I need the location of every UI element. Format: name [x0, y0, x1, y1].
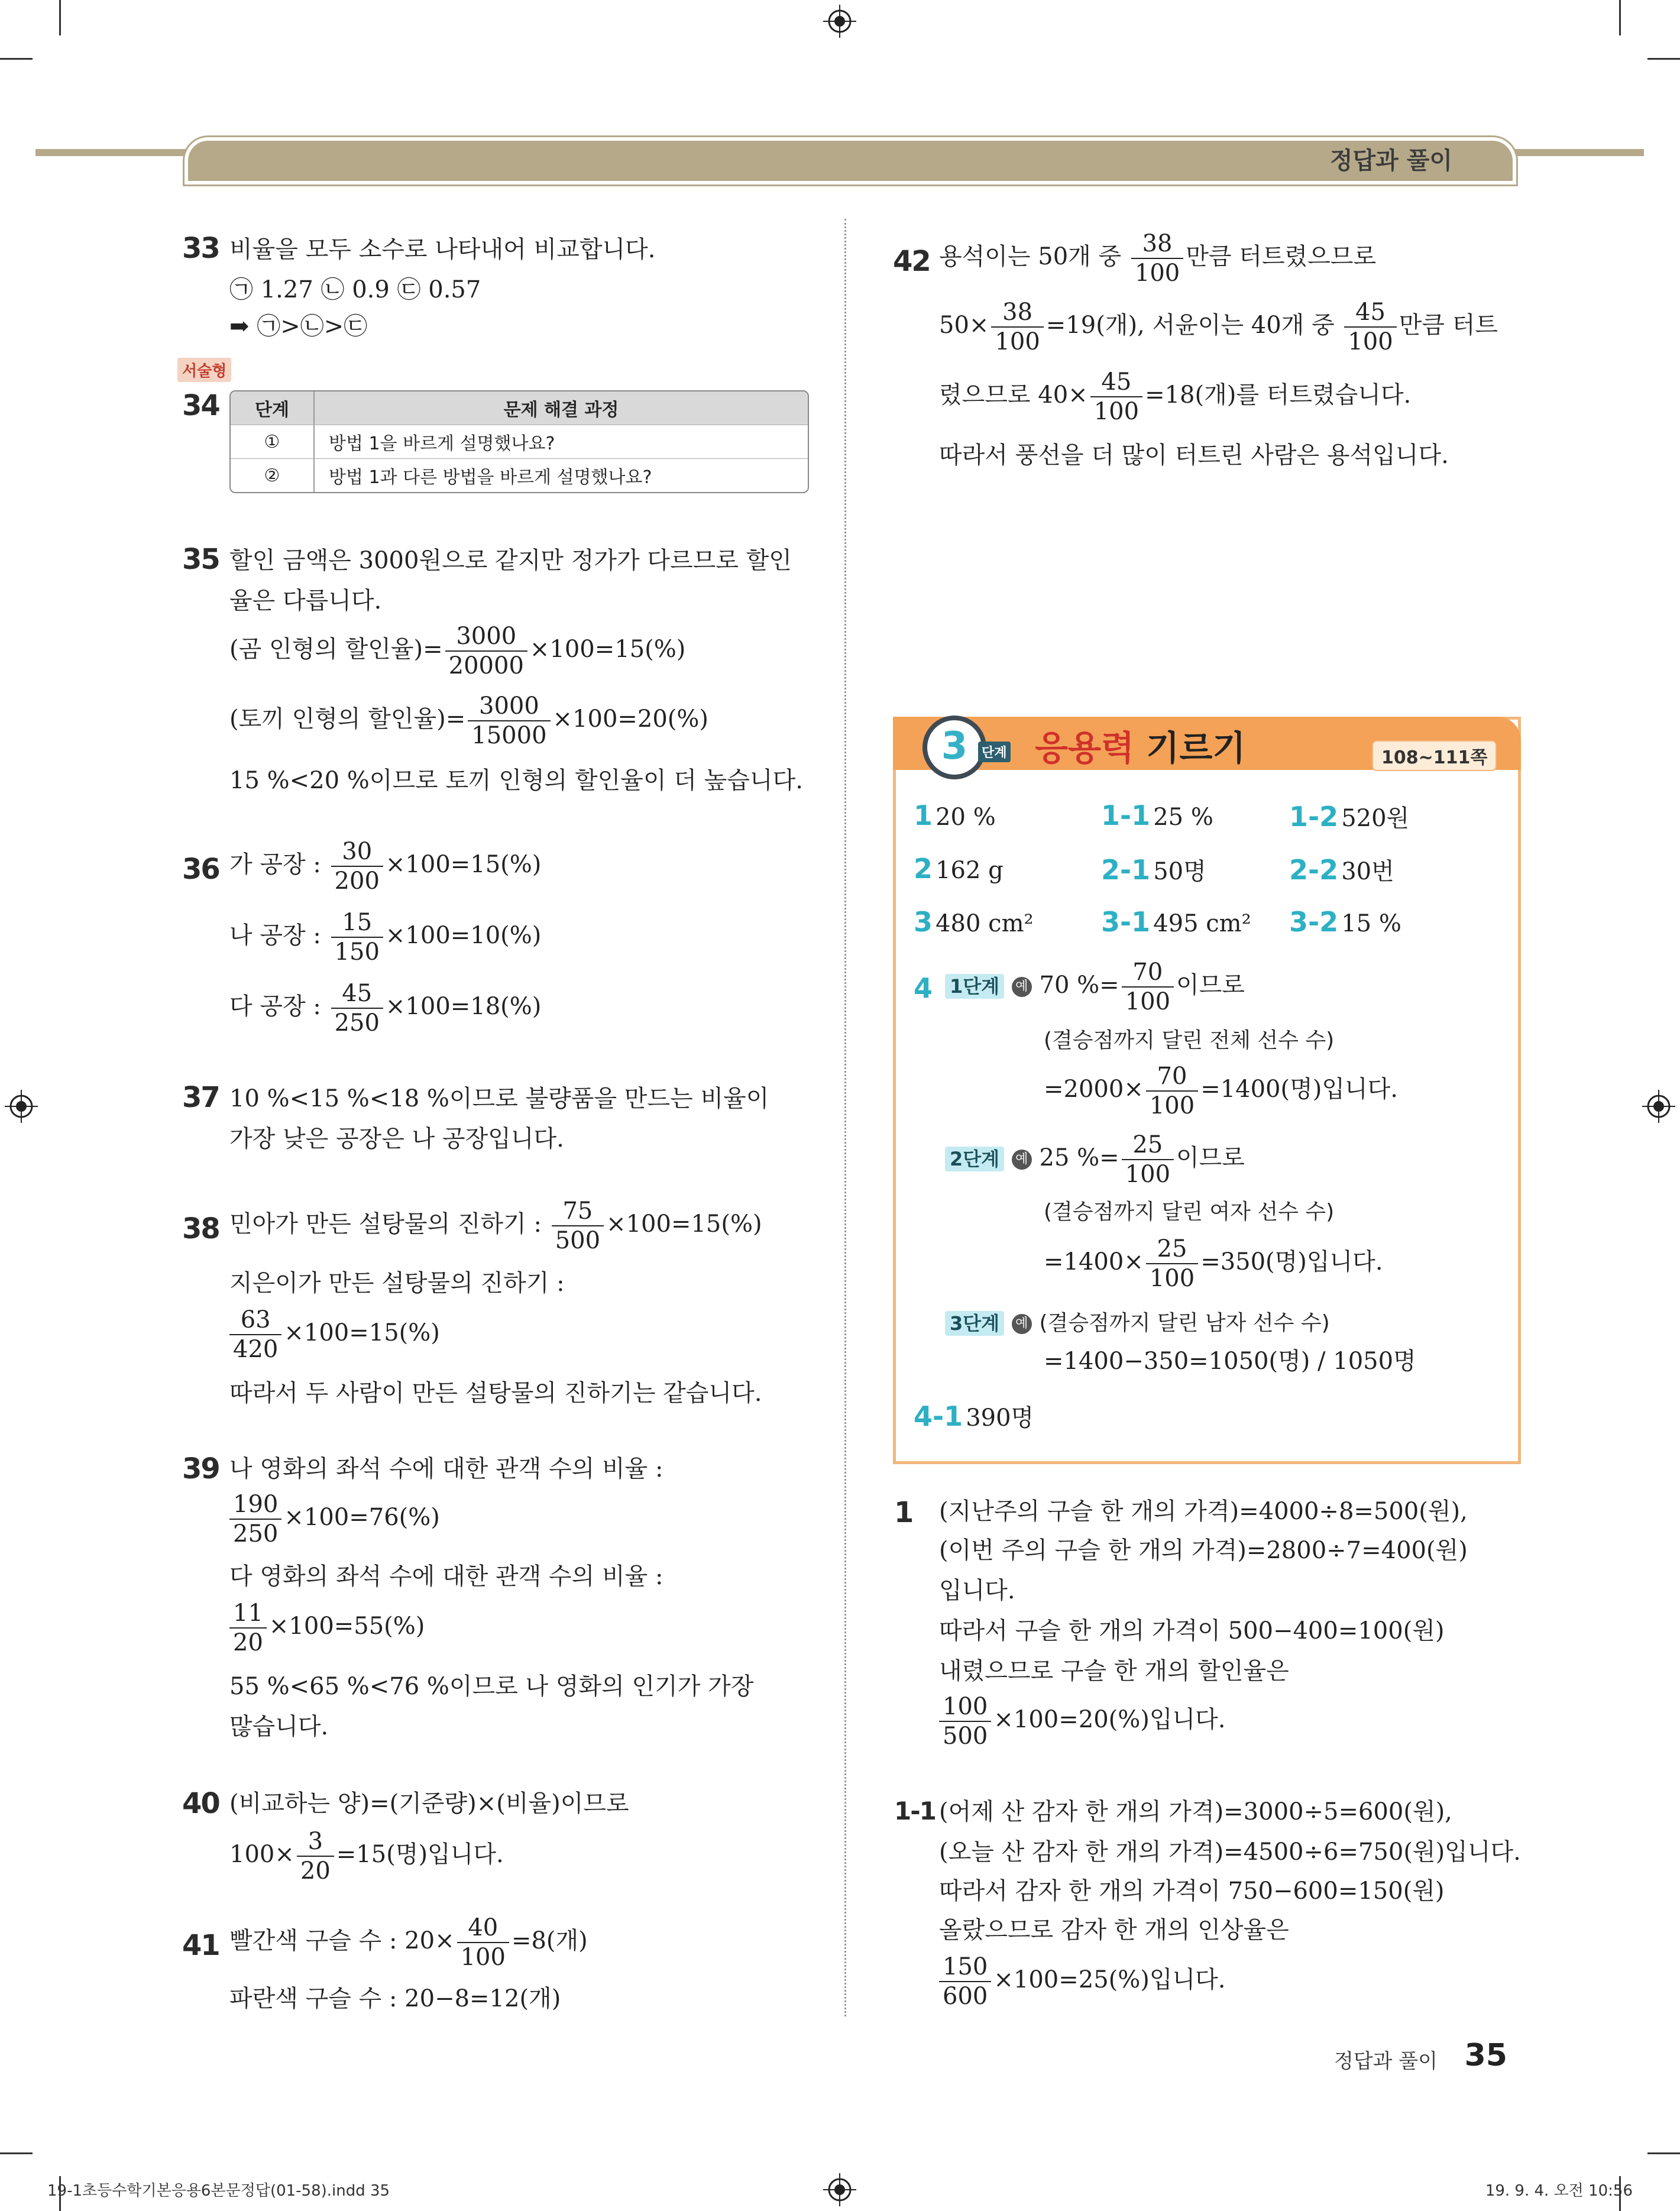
header-tab	[184, 137, 1516, 184]
q35-line: 율은 다릅니다.	[229, 587, 382, 614]
formula-text: 나 공장 :	[229, 922, 329, 949]
print-timestamp: 19. 9. 4. 오전 10:56	[1485, 2182, 1633, 2200]
table-header-cell: 단계	[231, 391, 315, 425]
answer-value: 25 %	[1153, 804, 1213, 831]
step-line	[945, 1310, 1330, 1334]
step-tag: 2단계	[945, 1147, 1004, 1171]
denominator: 600	[943, 1983, 988, 2010]
answer-item	[1101, 906, 1251, 938]
q33-line: 비율을 모두 소수로 나타내어 비교합니다.	[229, 236, 656, 263]
denominator: 100	[460, 1944, 506, 1971]
formula-text: =2000×	[1044, 1076, 1144, 1103]
denominator: 20	[233, 1629, 263, 1656]
answer-value: 15 %	[1341, 910, 1401, 937]
numerator: 45	[1344, 300, 1396, 328]
example-mark-icon: 예	[1012, 1314, 1032, 1334]
fraction	[331, 982, 383, 1035]
q39-formula	[227, 1493, 440, 1546]
denominator: 420	[233, 1336, 279, 1363]
question-number: 37	[182, 1081, 219, 1114]
q33-line: ➡ ㉠>㉡>㉢	[229, 313, 368, 340]
numerator: 3000	[445, 624, 527, 652]
crop-mark	[1619, 0, 1621, 35]
formula-text: 50×	[939, 312, 989, 339]
e11-formula	[937, 1955, 1226, 2008]
header-title: 정답과 풀이	[1329, 147, 1452, 174]
answer-number: 3-1	[1101, 906, 1151, 938]
question-number: 36	[182, 853, 219, 886]
formula-text: ×100=15(%)	[606, 1210, 762, 1238]
table-cell: 방법 1과 다른 방법을 바르게 설명했나요?	[329, 467, 652, 488]
fraction	[445, 624, 527, 678]
formula-text: 용석이는 50개 중	[939, 243, 1129, 270]
answer-number: 4	[914, 972, 933, 1004]
answer-item	[914, 799, 996, 831]
q33-line: ㉠ 1.27 ㉡ 0.9 ㉢ 0.57	[229, 276, 481, 303]
denominator: 100	[995, 328, 1040, 355]
answer-value: 20 %	[936, 804, 996, 831]
formula-text: 25 %=	[1039, 1144, 1119, 1171]
stage-number: 3	[922, 716, 986, 779]
question-number: 35	[182, 543, 219, 576]
question-number: 1-1	[894, 1796, 936, 1825]
fraction	[939, 1955, 991, 2008]
formula-text: 민아가 만든 설탕물의 진하기 :	[229, 1210, 549, 1238]
step-line: =1400−350=1050(명) / 1050명	[1044, 1348, 1416, 1375]
formula-text: =8(개)	[511, 1927, 588, 1954]
fraction	[1146, 1064, 1198, 1118]
fraction	[1122, 960, 1174, 1014]
answer-value: 520원	[1341, 805, 1410, 832]
numerator: 100	[939, 1695, 991, 1722]
q38-line: 지은이가 만든 설탕물의 진하기 :	[229, 1270, 565, 1297]
fraction	[991, 300, 1043, 354]
e11-line: (어제 산 감자 한 개의 가격)=3000÷5=600(원),	[939, 1798, 1452, 1825]
denominator: 20000	[448, 652, 524, 679]
q36-formula	[229, 911, 541, 964]
fraction	[229, 1493, 281, 1546]
answer-item	[914, 906, 1034, 938]
answer-item	[1101, 853, 1206, 886]
q35-line: 할인 금액은 3000원으로 같지만 정가가 다르므로 할인	[229, 547, 792, 574]
denominator: 100	[1093, 398, 1140, 425]
registration-mark-icon	[823, 2173, 856, 2206]
question-number: 34	[182, 389, 219, 422]
formula-text: (곰 인형의 할인율)=	[229, 636, 443, 663]
formula-text: ×100=10(%)	[385, 922, 542, 949]
numerator: 190	[229, 1493, 281, 1520]
q39-line: 다 영화의 좌석 수에 대한 관객 수의 비율 :	[229, 1563, 663, 1590]
formula-text: ×100=25(%)입니다.	[993, 1966, 1226, 1993]
e1-line: 입니다.	[939, 1577, 1015, 1604]
fraction	[229, 1308, 281, 1361]
fraction	[468, 694, 550, 747]
fraction	[457, 1916, 509, 1969]
step-tag: 3단계	[945, 1311, 1004, 1336]
formula-text: =19(개), 서윤이는 40개 중	[1045, 312, 1342, 339]
answer-item	[914, 853, 1004, 885]
denominator: 100	[1125, 988, 1171, 1015]
answer-item	[1289, 853, 1394, 886]
numerator: 25	[1146, 1237, 1198, 1264]
e1-line: (지난주의 구슬 한 개의 가격)=4000÷8=500(원),	[939, 1498, 1468, 1525]
answer-item	[914, 1399, 1034, 1433]
denominator: 100	[1149, 1092, 1195, 1119]
question-number: 38	[182, 1212, 219, 1245]
formula-text: 다 공장 :	[229, 993, 329, 1020]
numerator: 45	[331, 982, 383, 1009]
table-cell: ②	[231, 459, 315, 492]
formula-text: ×100=18(%)	[385, 993, 542, 1020]
denominator: 200	[334, 867, 380, 895]
fraction	[939, 1695, 991, 1748]
denominator: 100	[1134, 260, 1180, 287]
registration-mark-icon	[823, 5, 856, 38]
fraction	[1146, 1237, 1198, 1290]
formula-text: 가 공장 :	[229, 851, 329, 878]
e1-formula	[937, 1695, 1226, 1748]
q42-formula	[939, 370, 1411, 423]
step-tag: 1단계	[945, 974, 1004, 999]
fraction	[331, 911, 383, 964]
q35-formula	[229, 694, 708, 747]
numerator: 75	[552, 1199, 604, 1226]
table-cell: 방법 1을 바르게 설명했나요?	[329, 433, 555, 454]
answer-number: 4-1	[914, 1400, 963, 1432]
formula-text: =1400(명)입니다.	[1200, 1076, 1398, 1103]
step-line	[945, 1133, 1245, 1186]
step-line: (결승점까지 달린 여자 선수 수)	[1044, 1200, 1335, 1224]
answer-value: 495 cm²	[1153, 910, 1251, 937]
answer-value: 390명	[966, 1404, 1034, 1432]
q38-formula	[229, 1199, 762, 1252]
denominator: 250	[334, 1009, 380, 1037]
numerator: 40	[457, 1916, 509, 1943]
crop-mark	[1647, 58, 1680, 60]
q42-formula	[939, 232, 1376, 285]
fraction	[229, 1601, 267, 1655]
answer-value: 480 cm²	[936, 910, 1034, 937]
q39-line: 나 영화의 좌석 수에 대한 관객 수의 비율 :	[229, 1455, 663, 1482]
numerator: 70	[1122, 960, 1174, 988]
title-highlight: 응용력	[1035, 728, 1135, 768]
formula-text: ×100=20(%)입니다.	[993, 1706, 1226, 1733]
answer-number: 2-2	[1289, 854, 1339, 886]
table-header-row	[231, 391, 808, 425]
crop-mark	[0, 58, 33, 60]
numerator: 45	[1090, 370, 1142, 397]
scoring-table	[229, 390, 809, 493]
q37-line: 가장 낮은 공장은 나 공장입니다.	[229, 1125, 564, 1153]
crop-mark	[1647, 2152, 1680, 2154]
answer-value: 50명	[1153, 858, 1206, 885]
stage-tag: 단계	[978, 742, 1011, 762]
q39-line: 55 %<65 %<76 %이므로 나 영화의 인기가 가장	[229, 1673, 754, 1700]
fraction	[331, 840, 383, 893]
registration-mark-icon	[1642, 1090, 1675, 1123]
numerator: 38	[1131, 232, 1183, 259]
q38-formula	[227, 1308, 440, 1361]
q41-formula	[229, 1916, 588, 1969]
formula-text: 이므로	[1176, 1144, 1245, 1171]
denominator: 20	[300, 1857, 331, 1885]
formula-text: =350(명)입니다.	[1200, 1248, 1383, 1276]
numerator: 3000	[468, 694, 550, 721]
q40-formula	[229, 1830, 504, 1883]
formula-text: 만큼 터트렸으므로	[1186, 243, 1377, 270]
denominator: 100	[1125, 1161, 1171, 1188]
q39-line: 많습니다.	[229, 1713, 329, 1740]
formula-text: ×100=15(%)	[385, 851, 542, 878]
table-header-cell: 문제 해결 과정	[503, 400, 619, 420]
denominator: 500	[555, 1227, 601, 1254]
question-number: 1	[894, 1496, 913, 1529]
q39-formula	[227, 1601, 425, 1655]
formula-text: =1400×	[1044, 1248, 1144, 1276]
formula-text: 이므로	[1176, 972, 1245, 999]
fraction	[1090, 370, 1142, 423]
title-rest: 기르기	[1134, 728, 1246, 768]
registration-mark-icon	[5, 1090, 38, 1123]
page-range-badge: 108~111쪽	[1372, 740, 1497, 771]
answer-number: 1	[914, 799, 933, 831]
formula-text: ×100=20(%)	[552, 705, 709, 733]
question-number: 40	[182, 1787, 219, 1820]
formula-text: 렸으므로 40×	[939, 381, 1088, 409]
formula-text: =18(개)를 터트렸습니다.	[1145, 381, 1412, 409]
answer-number: 1-2	[1289, 801, 1339, 833]
print-slug: 19-1초등수학기본응용6본문정답(01-58).indd 35	[47, 2182, 390, 2200]
numerator: 11	[229, 1601, 267, 1629]
answer-item	[1289, 906, 1401, 938]
answer-number: 1-1	[1101, 799, 1151, 831]
answer-number: 2-1	[1101, 854, 1151, 886]
formula-text: =15(명)입니다.	[336, 1841, 504, 1868]
answer-number: 2	[914, 853, 933, 885]
numerator: 25	[1122, 1133, 1174, 1160]
q40-line: (비교하는 양)=(기준량)×(비율)이므로	[229, 1790, 629, 1817]
table-cell: ①	[231, 425, 315, 458]
q35-line: 15 %<20 %이므로 토끼 인형의 할인율이 더 높습니다.	[229, 767, 803, 794]
example-mark-icon: 예	[1012, 977, 1032, 997]
e1-line: (이번 주의 구슬 한 개의 가격)=2800÷7=400(원)	[939, 1537, 1468, 1564]
e11-line: (오늘 산 감자 한 개의 가격)=4500÷6=750(원)입니다.	[939, 1838, 1521, 1866]
crop-mark	[0, 2152, 33, 2154]
q42-line: 따라서 풍선을 더 많이 터트린 사람은 용석입니다.	[939, 442, 1449, 469]
numerator: 15	[331, 911, 383, 938]
question-number: 39	[182, 1452, 219, 1485]
e1-line: 따라서 구슬 한 개의 가격이 500−400=100(원)	[939, 1617, 1445, 1645]
answer-value: 30번	[1341, 858, 1394, 885]
q36-formula	[229, 982, 541, 1035]
formula-text: (토끼 인형의 할인율)=	[229, 705, 466, 733]
answer-item	[1101, 799, 1213, 831]
page-number: 35	[1464, 2038, 1507, 2073]
formula-text: 만큼 터트	[1399, 312, 1498, 339]
formula-text: 100×	[229, 1841, 294, 1868]
denominator: 15000	[471, 722, 547, 749]
formula-text: 70 %=	[1039, 972, 1119, 999]
q41-line: 파란색 구슬 수 : 20−8=12(개)	[229, 1985, 561, 2012]
fraction	[1122, 1133, 1174, 1186]
formula-text: 빨간색 구슬 수 : 20×	[229, 1927, 455, 1954]
step-line: (결승점까지 달린 전체 선수 수)	[1044, 1028, 1335, 1053]
question-number: 41	[182, 1929, 219, 1962]
denominator: 250	[233, 1520, 279, 1548]
e11-line: 올랐으므로 감자 한 개의 인상율은	[939, 1917, 1289, 1944]
denominator: 150	[334, 938, 380, 966]
denominator: 100	[1149, 1265, 1195, 1292]
formula-text: ×100=15(%)	[284, 1319, 440, 1346]
descriptive-tag: 서술형	[177, 358, 231, 382]
formula-text: (결승점까지 달린 남자 선수 수)	[1039, 1311, 1330, 1335]
numerator: 63	[229, 1308, 281, 1335]
e11-line: 따라서 감자 한 개의 가격이 750−600=150(원)	[939, 1877, 1445, 1905]
numerator: 38	[991, 300, 1043, 328]
numerator: 150	[939, 1955, 991, 1982]
column-divider	[844, 219, 846, 2016]
denominator: 500	[943, 1723, 988, 1750]
practice-title	[1035, 720, 1245, 770]
table-row	[231, 458, 808, 492]
formula-text: ×100=76(%)	[284, 1504, 440, 1531]
fraction	[1131, 232, 1183, 285]
step-line	[945, 960, 1245, 1014]
e1-line: 내렸으므로 구슬 한 개의 할인율은	[939, 1658, 1289, 1685]
q35-formula	[229, 624, 685, 678]
formula-text: ×100=15(%)	[529, 636, 686, 663]
answer-value: 162 g	[936, 857, 1004, 884]
formula-text: ×100=55(%)	[268, 1613, 425, 1640]
answer-number: 3-2	[1289, 906, 1339, 938]
step-formula	[1044, 1237, 1383, 1290]
step-formula	[1044, 1064, 1398, 1118]
table-row	[231, 425, 808, 458]
numerator: 30	[331, 840, 383, 867]
q36-formula	[229, 840, 541, 893]
answer-item	[1289, 799, 1409, 833]
question-number: 33	[182, 232, 219, 265]
example-mark-icon: 예	[1012, 1150, 1032, 1170]
numerator: 3	[297, 1830, 334, 1857]
fraction	[1344, 300, 1396, 354]
question-number: 42	[893, 245, 930, 278]
footer-section-title: 정답과 풀이	[1333, 2050, 1438, 2073]
q37-line: 10 %<15 %<18 %이므로 불량품을 만드는 비율이	[229, 1085, 769, 1112]
answer-number: 3	[914, 906, 933, 938]
q42-formula	[939, 300, 1498, 354]
fraction	[552, 1199, 604, 1252]
numerator: 70	[1146, 1064, 1198, 1092]
denominator: 100	[1348, 328, 1393, 355]
crop-mark	[59, 0, 61, 35]
q38-line: 따라서 두 사람이 만든 설탕물의 진하기는 같습니다.	[229, 1380, 762, 1407]
fraction	[297, 1830, 334, 1883]
